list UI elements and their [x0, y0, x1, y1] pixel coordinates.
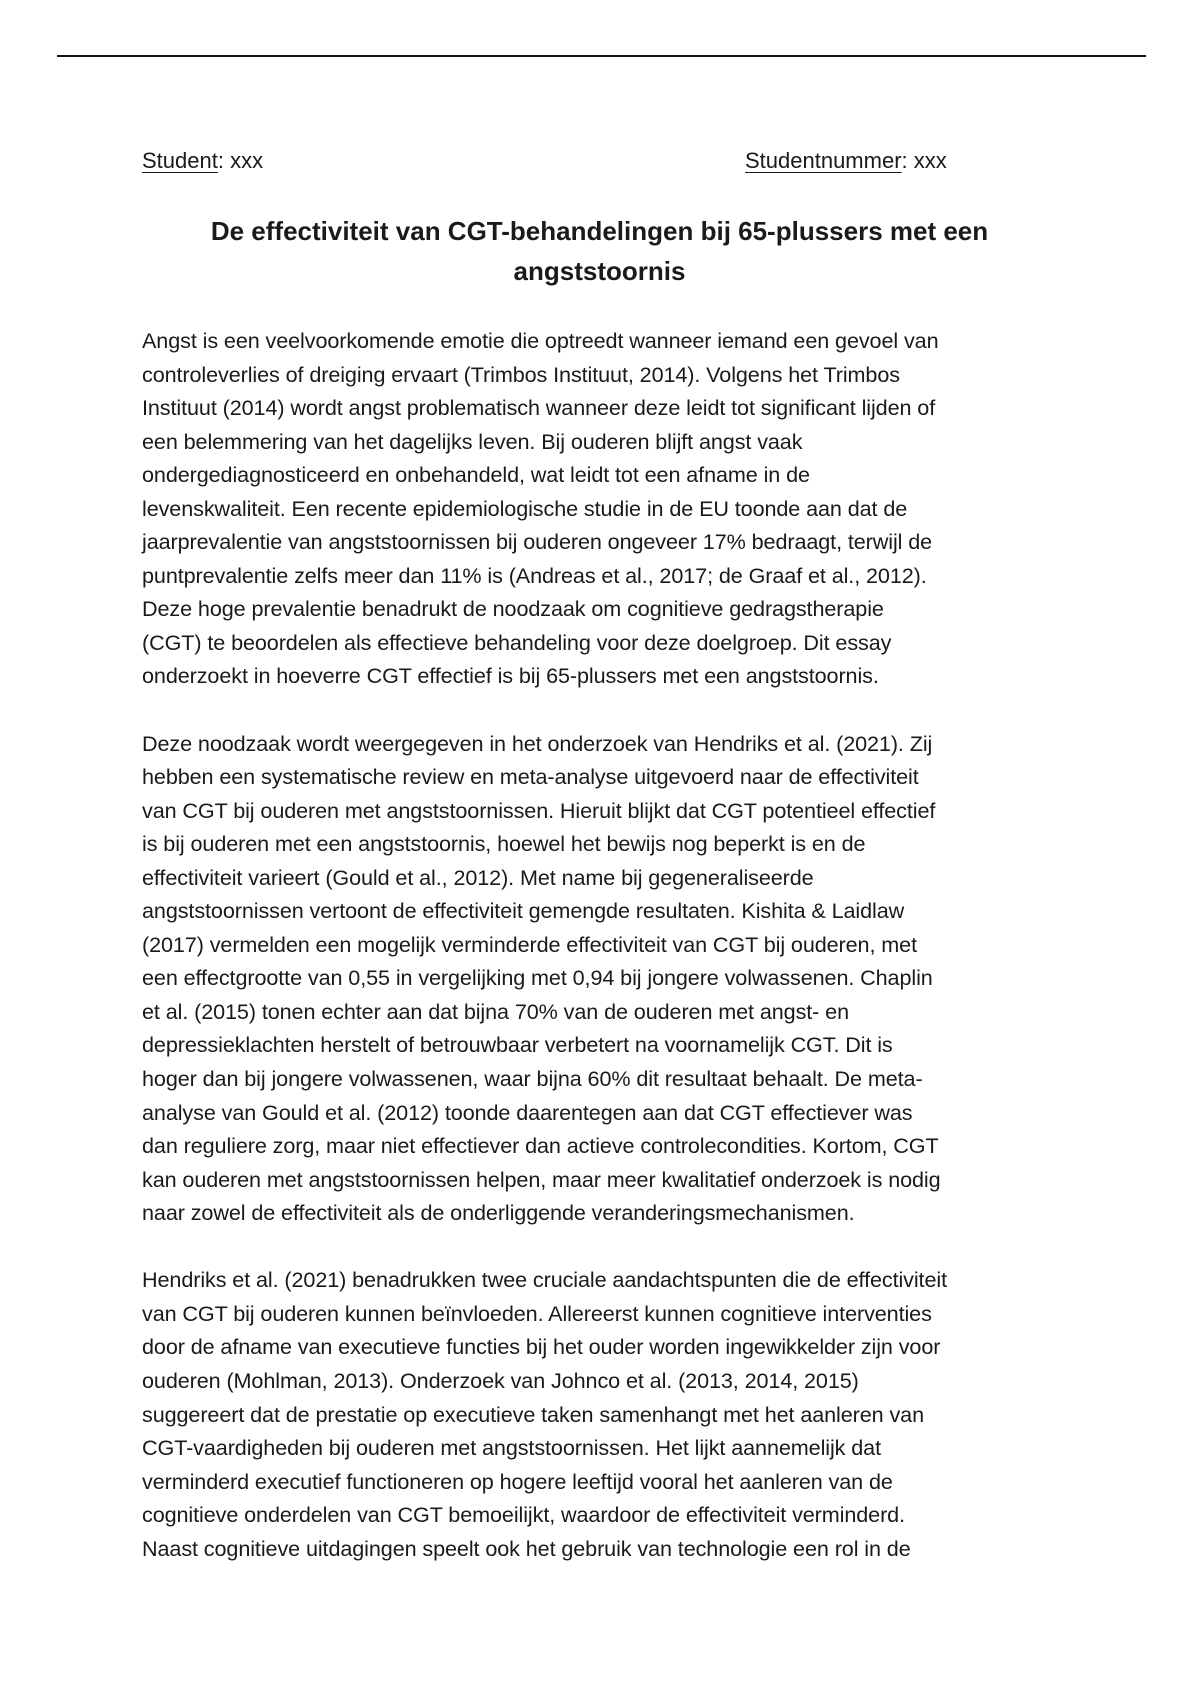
text-line: door de afname van executieve functies bij het ouder worden ingewikkelder zijn voor [142, 1334, 941, 1360]
text-line: kan ouderen met angststoornissen helpen, maar meer kwalitatief onderzoek is nodig [142, 1166, 941, 1192]
student-value: : xxx [217, 148, 264, 173]
text-line: Instituut (2014) wordt angst problematisch wanneer deze leidt tot significant lijden of [142, 395, 936, 421]
studentnummer-field [745, 146, 947, 176]
text-line: CGT-vaardigheden bij ouderen met angststoornissen. Het lijkt aannemelijk dat [142, 1435, 881, 1461]
text-line: ondergediagnosticeerd en onbehandeld, wat leidt tot een afname in de [142, 462, 810, 488]
text-line: suggereert dat de prestatie op executieve taken samenhangt met het aanleren van [142, 1401, 924, 1427]
text-line: (2017) vermelden een mogelijk verminderde effectiviteit van CGT bij ouderen, met [142, 931, 917, 957]
text-line: hebben een systematische review en meta-analyse uitgevoerd naar de effectiviteit [142, 764, 919, 790]
text-line: is bij ouderen met een angststoornis, hoewel het bewijs nog beperkt is en de [142, 831, 866, 857]
text-line: Deze hoge prevalentie benadrukt de noodzaak om cognitieve gedragstherapie [142, 596, 884, 622]
document-body [142, 324, 1067, 1599]
student-field [142, 146, 263, 176]
text-line: puntprevalentie zelfs meer dan 11% is (Andreas et al., 2017; de Graaf et al., 2012). [142, 562, 927, 588]
title-line: angststoornis [513, 256, 686, 286]
studentnummer-label: Studentnummer [745, 148, 902, 173]
text-line: levenskwaliteit. Een recente epidemiologische studie in de EU toonde aan dat de [142, 495, 908, 521]
text-line: et al. (2015) tonen echter aan dat bijna 70% van de ouderen met angst- en [142, 998, 849, 1024]
text-line: (CGT) te beoordelen als effectieve behandeling voor deze doelgroep. Dit essay [142, 629, 892, 655]
text-line: een effectgrootte van 0,55 in vergelijking met 0,94 bij jongere volwassenen. Chaplin [142, 965, 933, 991]
text-line: hoger dan bij jongere volwassenen, waar bijna 60% dit resultaat behaalt. De meta- [142, 1066, 923, 1092]
student-label: Student [142, 148, 218, 173]
text-line: verminderd executief functioneren op hogere leeftijd vooral het aanleren van de [142, 1468, 893, 1494]
text-line: jaarprevalentie van angststoornissen bij ouderen ongeveer 17% bedraagt, terwijl de [142, 529, 933, 555]
paragraph-1 [142, 324, 1067, 693]
studentnummer-value: : xxx [901, 148, 947, 173]
text-line: een belemmering van het dagelijks leven. Bij ouderen blijft angst vaak [142, 428, 803, 454]
text-line: analyse van Gould et al. (2012) toonde daarentegen aan dat CGT effectiever was [142, 1099, 913, 1125]
text-line: naar zowel de effectiviteit als de onderliggende veranderingsmechanismen. [142, 1200, 855, 1226]
text-line: Hendriks et al. (2021) benadrukken twee cruciale aandachtspunten die de effectiviteit [142, 1267, 947, 1293]
text-line: onderzoekt in hoeverre CGT effectief is bij 65-plussers met een angststoornis. [142, 663, 879, 689]
text-line: effectiviteit varieert (Gould et al., 2012). Met name bij gegeneraliseerde [142, 864, 814, 890]
text-line: van CGT bij ouderen met angststoornissen. Hieruit blijkt dat CGT potentieel effectief [142, 797, 936, 823]
text-line: van CGT bij ouderen kunnen beïnvloeden. Allereerst kunnen cognitieve interventies [142, 1300, 932, 1326]
text-line: depressieklachten herstelt of betrouwbaar verbetert na voornamelijk CGT. Dit is [142, 1032, 893, 1058]
paragraph-2 [142, 727, 1067, 1230]
paragraph-3 [142, 1263, 1067, 1565]
text-line: cognitieve onderdelen van CGT bemoeilijkt, waardoor de effectiviteit verminderd. [142, 1502, 905, 1528]
text-line: Naast cognitieve uitdagingen speelt ook het gebruik van technologie een rol in de [142, 1535, 911, 1561]
document-title [142, 211, 1057, 291]
document-header [142, 146, 1062, 176]
text-line: controleverlies of dreiging ervaart (Trimbos Instituut, 2014). Volgens het Trimbos [142, 361, 900, 387]
text-line: ouderen (Mohlman, 2013). Onderzoek van Johnco et al. (2013, 2014, 2015) [142, 1367, 859, 1393]
text-line: Angst is een veelvoorkomende emotie die optreedt wanneer iemand een gevoel van [142, 328, 939, 353]
title-line: De effectiviteit van CGT-behandelingen bij 65-plussers met een [210, 216, 989, 246]
text-line: Deze noodzaak wordt weergegeven in het onderzoek van Hendriks et al. (2021). Zij [142, 730, 933, 756]
text-line: angststoornissen vertoont de effectiviteit gemengde resultaten. Kishita & Laidlaw [142, 898, 905, 924]
top-rule [57, 55, 1146, 57]
text-line: dan reguliere zorg, maar niet effectiever dan actieve controlecondities. Kortom, CGT [142, 1133, 939, 1159]
